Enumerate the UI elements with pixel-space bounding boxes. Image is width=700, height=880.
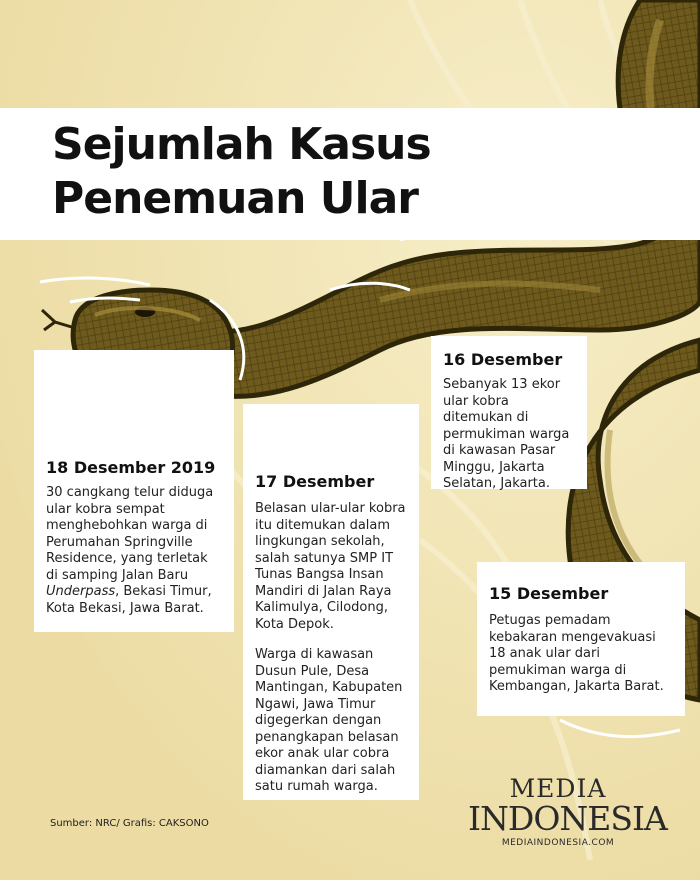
timeline-card-16-desember bbox=[431, 336, 587, 489]
card-text: Warga di kawasan Dusun Pule, Desa Mantingan, Kabupaten Ngawi, Jawa Timur digegerkan dengan penangkapan belasan ekor anak ular cobra diamankan dari salah satu rumah warga. bbox=[255, 647, 403, 794]
media-indonesia-logo bbox=[468, 774, 667, 848]
card-date: 17 Desember bbox=[255, 472, 375, 491]
card-text: Belasan ular-ular kobra itu ditemukan dalam lingkungan sekolah, salah satunya SMP IT Tunas Bangsa Insan Mandiri di Jalan Raya Kalimulya, Cilodong, Kota Depok. bbox=[255, 501, 406, 632]
card-text-part-1: 30 cangkang telur diduga ular kobra sempat menghebohkan warga di Perumahan Springville Residence, yang terletak di samping Jalan Baru bbox=[46, 485, 214, 583]
page-title bbox=[52, 118, 431, 226]
card-text-part-2: , Bekasi Timur, Kota Bekasi, Jawa Barat. bbox=[46, 584, 212, 616]
title-line-2: Penemuan Ular bbox=[52, 173, 418, 224]
timeline-card-15-desember bbox=[477, 562, 685, 716]
timeline-card-17-desember bbox=[243, 404, 419, 800]
card-date: 16 Desember bbox=[443, 350, 563, 369]
timeline-card-18-desember bbox=[34, 350, 234, 632]
title-line-1: Sejumlah Kasus bbox=[52, 119, 431, 170]
source-credit: Sumber: NRC/ Grafis: CAKSONO bbox=[50, 818, 209, 829]
card-text bbox=[46, 485, 222, 617]
logo-line-1: MEDIA bbox=[509, 774, 607, 803]
logo-line-2: INDONESIA bbox=[468, 799, 667, 838]
card-date: 15 Desember bbox=[489, 584, 609, 603]
card-date: 18 Desember 2019 bbox=[46, 458, 216, 477]
logo-url: MEDIAINDONESIA.COM bbox=[501, 838, 615, 848]
card-text: Petugas pemadam kebakaran mengevakuasi 18 anak ular dari pemukiman warga di Kembangan, Jakarta Barat. bbox=[489, 613, 664, 694]
card-text-italic: Underpass bbox=[46, 584, 116, 599]
card-text: Sebanyak 13 ekor ular kobra ditemukan di permukiman warga di kawasan Pasar Minggu, Jakarta Selatan, Jakarta. bbox=[443, 377, 570, 491]
